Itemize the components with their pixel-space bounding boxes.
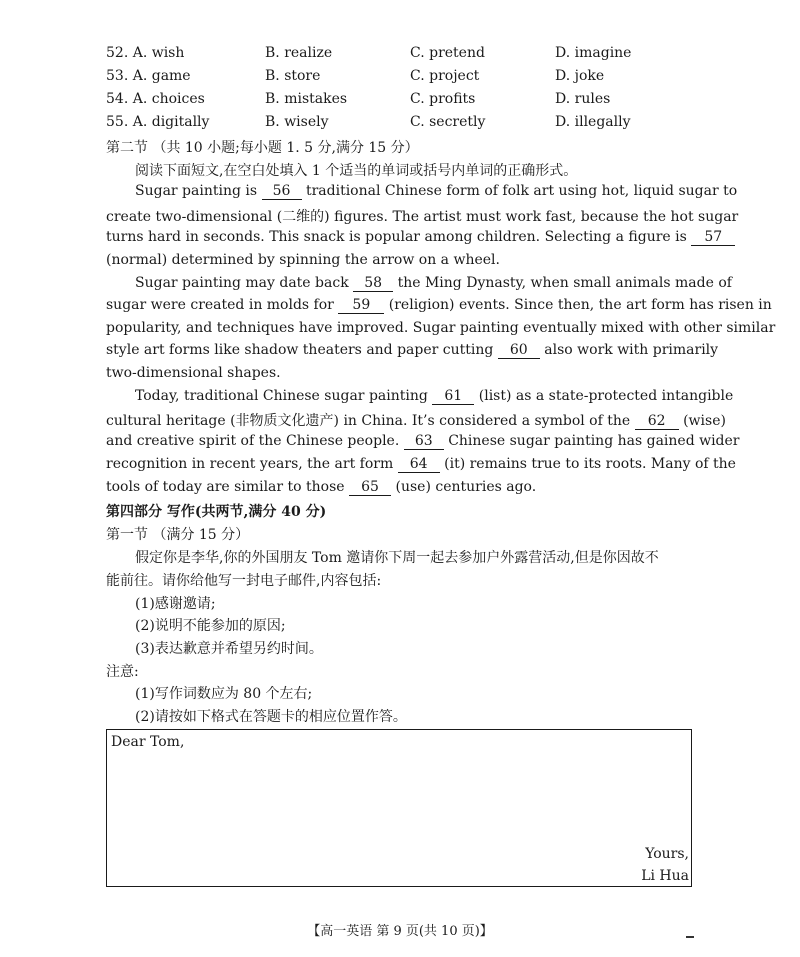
option-c: C. pretend [410, 45, 485, 61]
passage-line: cultural heritage (非物质文化遗产) in China. It’s considered a symbol of the 62 (wise) [106, 413, 726, 429]
page-footer: 【高一英语 第 9 页(共 10 页)】 [307, 924, 493, 939]
blank-63[interactable]: 63 [404, 434, 444, 450]
passage-line: two-dimensional shapes. [106, 365, 281, 381]
option-a: 53. A. game [106, 68, 191, 84]
answer-box[interactable] [106, 729, 692, 887]
passage-line: Sugar painting may date back 58 the Ming Dynasty, when small animals made of [135, 275, 732, 291]
prompt-item: (2)说明不能参加的原因; [135, 618, 286, 634]
option-d: D. imagine [555, 45, 632, 61]
part-heading: 第四部分 写作(共两节,满分 40 分) [106, 504, 327, 520]
section-instruction: 阅读下面短文,在空白处填入 1 个适当的单词或括号内单词的正确形式。 [135, 163, 578, 179]
passage-line: (normal) determined by spinning the arrow on a wheel. [106, 252, 500, 268]
option-b: B. mistakes [265, 91, 348, 107]
passage-line: recognition in recent years, the art form 64 (it) remains true to its roots. Many of the [106, 456, 736, 472]
passage-line: create two-dimensional (二维的) figures. The artist must work fast, because the hot sugar [106, 209, 739, 225]
option-row-55 [106, 114, 706, 134]
blank-56[interactable]: 56 [262, 184, 302, 200]
option-b: B. realize [265, 45, 333, 61]
option-a: 52. A. wish [106, 45, 185, 61]
option-b: B. wisely [265, 114, 329, 130]
option-d: D. rules [555, 91, 611, 107]
option-row-54 [106, 91, 706, 111]
blank-61[interactable]: 61 [432, 389, 474, 405]
letter-salutation: Dear Tom, [111, 734, 185, 750]
corner-mark [686, 936, 694, 938]
blank-57[interactable]: 57 [691, 230, 735, 246]
passage-line: tools of today are similar to those 65 (use) centuries ago. [106, 479, 537, 495]
option-a: 55. A. digitally [106, 114, 210, 130]
section-heading: 第二节 （共 10 小题;每小题 1. 5 分,满分 15 分） [106, 140, 419, 156]
prompt-item: (1)感谢邀请; [135, 596, 216, 612]
blank-60[interactable]: 60 [498, 343, 540, 359]
option-d: D. joke [555, 68, 605, 84]
writing-prompt: 能前往。请你给他写一封电子邮件,内容包括: [106, 573, 382, 589]
option-c: C. project [410, 68, 480, 84]
passage-line: popularity, and techniques have improved. Sugar painting eventually mixed with other similar [106, 320, 776, 336]
passage-line: and creative spirit of the Chinese people. 63 Chinese sugar painting has gained wider [106, 433, 740, 449]
passage-line: Today, traditional Chinese sugar painting 61 (list) as a state-protected intangible [135, 388, 734, 404]
option-d: D. illegally [555, 114, 631, 130]
blank-62[interactable]: 62 [635, 414, 679, 430]
blank-64[interactable]: 64 [398, 457, 440, 473]
option-c: C. profits [410, 91, 476, 107]
section-heading: 第一节 （满分 15 分） [106, 527, 250, 543]
prompt-item: (3)表达歉意并希望另约时间。 [135, 641, 323, 657]
letter-signature: Li Hua [641, 868, 689, 884]
writing-prompt: 假定你是李华,你的外国朋友 Tom 邀请你下周一起去参加户外露营活动,但是你因故不 [135, 550, 659, 566]
option-a: 54. A. choices [106, 91, 205, 107]
passage-line: style art forms like shadow theaters and paper cutting 60 also work with primarily [106, 342, 719, 358]
blank-59[interactable]: 59 [338, 298, 384, 314]
passage-line: Sugar painting is 56 traditional Chinese form of folk art using hot, liquid sugar to [135, 183, 738, 199]
blank-58[interactable]: 58 [353, 276, 393, 292]
blank-65[interactable]: 65 [349, 480, 391, 496]
option-row-53 [106, 68, 706, 88]
passage-line: sugar were created in molds for 59 (religion) events. Since then, the art form has risen in [106, 297, 772, 313]
letter-closing: Yours, [645, 846, 689, 862]
option-c: C. secretly [410, 114, 486, 130]
note-label: 注意: [106, 664, 139, 680]
note-item: (1)写作词数应为 80 个左右; [135, 686, 313, 702]
option-row-52 [106, 45, 706, 65]
note-item: (2)请按如下格式在答题卡的相应位置作答。 [135, 709, 407, 725]
passage-line: turns hard in seconds. This snack is popular among children. Selecting a figure is 57 [106, 229, 735, 246]
option-b: B. store [265, 68, 321, 84]
